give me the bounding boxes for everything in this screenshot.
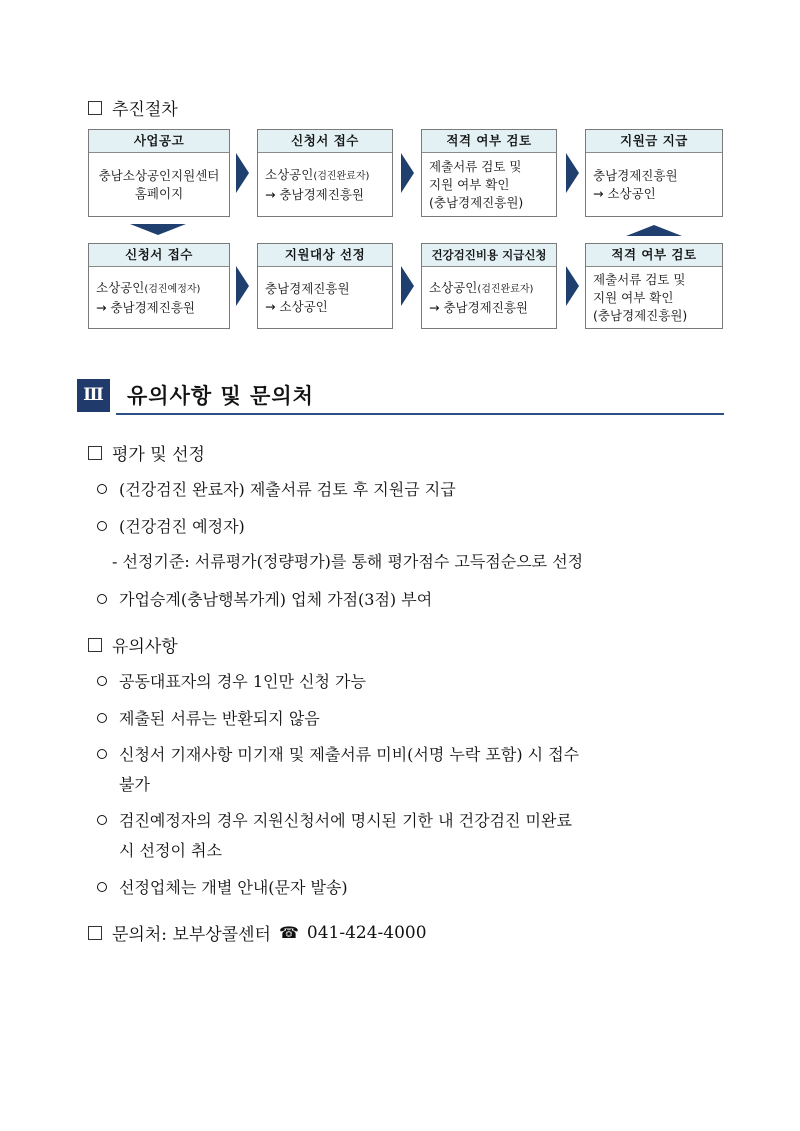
step-line: 지원 여부 확인	[593, 290, 674, 305]
circle-bullet-icon	[97, 521, 107, 531]
step-body	[258, 153, 392, 217]
step-box-cost-claim	[421, 243, 557, 329]
section-underline	[116, 413, 724, 415]
checkbox-square-icon	[88, 101, 102, 115]
phone-icon: ☎	[278, 923, 299, 942]
procedure-heading-text: 추진절차	[112, 100, 178, 120]
step-box-payment	[585, 129, 723, 217]
step-line: 소상공인(검진완료자)	[265, 167, 370, 182]
step-line: 제출서류 검토 및	[429, 159, 522, 174]
step-title: 적격 여부 검토	[586, 244, 722, 267]
evaluation-item: (건강검진 예정자)	[97, 512, 245, 542]
note-item: 신청서 기재사항 미기재 및 제출서류 미비(서명 누락 포함) 시 접수 불가	[97, 740, 727, 800]
section-number-badge: Ⅲ	[77, 379, 110, 412]
step-body	[422, 267, 556, 329]
checkbox-square-icon	[88, 926, 102, 940]
step-title: 지원금 지급	[586, 130, 722, 153]
note-item: 제출된 서류는 반환되지 않음	[97, 704, 320, 734]
step-line: 소상공인(검진예정자)	[96, 280, 201, 295]
note-item: 선정업체는 개별 안내(문자 발송)	[97, 873, 348, 903]
step-line: 충남경제진흥원	[593, 168, 678, 183]
step-box-eligibility-review	[421, 129, 557, 217]
step-body	[422, 153, 556, 217]
evaluation-heading-text: 평가 및 선정	[112, 445, 205, 465]
notes-heading	[88, 632, 178, 657]
arrow-right-icon	[566, 153, 579, 193]
circle-bullet-icon	[97, 594, 107, 604]
step-line: (충남경제진흥원)	[429, 195, 524, 210]
arrow-right-icon	[401, 153, 414, 193]
step-line: → 충남경제진흥원	[265, 187, 364, 202]
step-box-application	[257, 129, 393, 217]
circle-bullet-icon	[97, 676, 107, 686]
step-line: → 충남경제진흥원	[96, 300, 195, 315]
circle-bullet-icon	[97, 484, 107, 494]
arrow-right-icon	[566, 266, 579, 306]
checkbox-square-icon	[88, 638, 102, 652]
contact-line	[88, 920, 427, 945]
selection-criteria: - 선정기준: 서류평가(정량평가)를 통해 평가점수 고득점순으로 선정	[112, 552, 584, 571]
step-line: 충남경제진흥원	[265, 281, 350, 296]
step-body	[89, 153, 229, 217]
circle-bullet-icon	[97, 749, 107, 759]
step-line: → 충남경제진흥원	[429, 300, 528, 315]
notes-heading-text: 유의사항	[112, 637, 178, 657]
step-title: 건강검진비용 지급신청	[422, 244, 556, 267]
step-title: 적격 여부 검토	[422, 130, 556, 153]
step-box-selection	[257, 243, 393, 329]
step-box-eligibility-review-2	[585, 243, 723, 329]
circle-bullet-icon	[97, 713, 107, 723]
step-box-announcement	[88, 129, 230, 217]
note-item: 공동대표자의 경우 1인만 신청 가능	[97, 667, 366, 697]
step-line: 홈페이지	[134, 186, 184, 201]
step-body	[258, 267, 392, 329]
arrow-right-icon	[401, 266, 414, 306]
note-item: 검진예정자의 경우 지원신청서에 명시된 기한 내 건강검진 미완료 시 선정이 취소	[97, 806, 727, 866]
step-line: (충남경제진흥원)	[593, 308, 688, 323]
evaluation-heading	[88, 440, 205, 465]
step-box-application-planned	[88, 243, 230, 329]
checkbox-square-icon	[88, 446, 102, 460]
arrow-right-icon	[236, 153, 249, 193]
evaluation-item: 가업승계(충남행복가게) 업체 가점(3점) 부여	[97, 585, 432, 615]
step-title: 신청서 접수	[89, 244, 229, 267]
arrow-down-icon	[130, 224, 186, 235]
arrow-right-icon	[236, 266, 249, 306]
step-line: 제출서류 검토 및	[593, 272, 686, 287]
evaluation-item: (건강검진 완료자) 제출서류 검토 후 지원금 지급	[97, 475, 456, 505]
arrow-up-icon	[626, 225, 682, 236]
step-title: 사업공고	[89, 130, 229, 153]
step-line: → 소상공인	[265, 299, 328, 314]
contact-label: 문의처: 보부상콜센터	[112, 925, 271, 945]
step-title: 신청서 접수	[258, 130, 392, 153]
step-line: → 소상공인	[593, 186, 656, 201]
step-line: 소상공인(검진완료자)	[429, 280, 534, 295]
contact-phone: 041-424-4000	[306, 922, 427, 943]
step-body	[586, 267, 722, 329]
step-line: 지원 여부 확인	[429, 177, 510, 192]
step-body	[89, 267, 229, 329]
circle-bullet-icon	[97, 815, 107, 825]
section-title: 유의사항 및 문의처	[127, 384, 314, 408]
procedure-heading	[88, 95, 178, 120]
step-title: 지원대상 선정	[258, 244, 392, 267]
step-body	[586, 153, 722, 217]
step-line: 충남소상공인지원센터	[98, 168, 220, 183]
circle-bullet-icon	[97, 882, 107, 892]
